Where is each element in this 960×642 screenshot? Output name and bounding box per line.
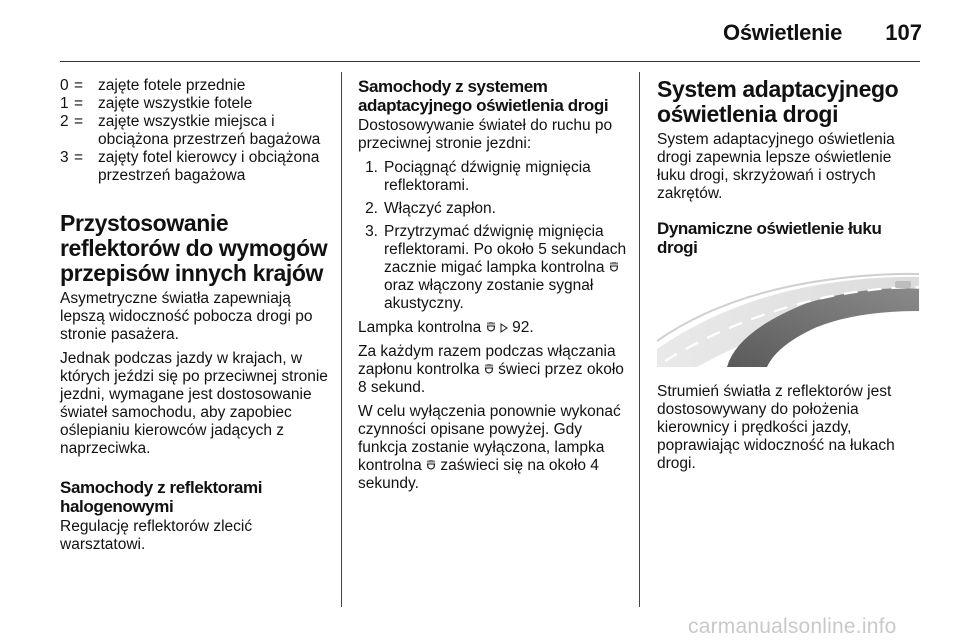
legend-text: zajęte wszystkie fotele — [98, 95, 253, 112]
paragraph: System adaptacyjnego oświetlenia drogi zapewnia lepsze oświetlenie łuku drogi, skrzyżowań i ostrych zakrętów. — [657, 131, 895, 202]
step-text: Włączyć zapłon. — [384, 200, 496, 217]
watermark: carmanualsonline.info — [688, 615, 897, 638]
ignition-text-b: świeci przez około 8 sekund. — [358, 361, 624, 396]
list-item — [358, 200, 628, 218]
page-number: 107 — [885, 20, 922, 45]
list-item — [358, 223, 628, 313]
legend-equals: = — [74, 149, 84, 166]
paragraph — [358, 319, 628, 337]
column-divider-1 — [341, 72, 342, 607]
afl-indicator-icon — [609, 261, 619, 273]
off-text-a: W celu wyłączenia ponownie wykonać czynności opisane powyżej. Gdy funkcja zostanie wyłączona, lampka kontrolna — [358, 403, 621, 474]
legend-text: zajęte fotele przednie — [98, 77, 246, 94]
step-number: 3. — [365, 223, 378, 240]
steps-list — [358, 159, 628, 313]
paragraph: Regulację reflektorów zlecić warsztatowi. — [60, 518, 253, 553]
column-middle — [358, 77, 628, 499]
section-heading-dynamic-bending: Dynamiczne oświetlenie łuku drogi — [657, 219, 882, 257]
step-text — [384, 223, 628, 313]
ignition-text-a: Za każdym razem podczas włączania zapłonu kontrolka — [358, 343, 616, 378]
section-heading-halogen: Samochody z reflektorami halogenowymi — [60, 478, 263, 516]
list-item — [358, 159, 628, 195]
step-text: Pociągnąć dźwignię mignięcia reflektorami. — [384, 159, 591, 194]
legend-number: 1 — [60, 95, 69, 112]
section-heading-adjustment: Przystosowanie reflektorów do wymogów przepisów innych krajów — [60, 210, 328, 286]
paragraph: Dostosowywanie świateł do ruchu po przeciwnej stronie jezdni: — [358, 117, 613, 152]
paragraph: Strumień światła z reflektorów jest dostosowywany do położenia kierownicy i prędkości jazdy, poprawiając widoczność na łukach drogi. — [657, 383, 895, 472]
legend-text: zajęty fotel kierowcy i obciążona przestrzeń bagażowa — [98, 149, 320, 184]
ref-page: 92. — [512, 319, 534, 336]
column-divider-2 — [639, 72, 640, 607]
page-header-title: Oświetlenie — [723, 20, 842, 45]
afl-indicator-icon — [426, 459, 436, 471]
column-left — [60, 77, 330, 560]
paragraph — [358, 343, 628, 397]
off-text-b: zaświeci się na około 4 sekundy. — [358, 457, 599, 492]
legend-row — [60, 113, 330, 149]
step-text-a: Przytrzymać dźwignię mignięcia reflektorami. Po około 5 sekundach zacznie migać lampka kontrolna — [384, 223, 627, 276]
section-heading-afl-cars: Samochody z systemem adaptacyjnego oświetlenia drogi — [358, 77, 609, 115]
afl-indicator-icon — [486, 321, 496, 333]
curve-light-illustration — [657, 271, 919, 367]
legend-row — [60, 95, 330, 113]
column-right — [657, 77, 921, 479]
legend-number: 3 — [60, 149, 69, 166]
paragraph: Asymetryczne światła zapewniają lepszą widoczność pobocza drogi po stronie pasażera. — [60, 290, 313, 343]
legend-row — [60, 77, 330, 95]
ref-prefix: Lampka kontrolna — [358, 319, 482, 336]
page-reference-arrow-icon — [500, 323, 508, 333]
paragraph — [358, 403, 628, 493]
paragraph: Jednak podczas jazdy w krajach, w których jeździ się po przeciwnej stronie jezdni, wymagane jest dostosowanie świateł samochodu, aby zapobiec oślepianiu kierowców jadących z naprzeciwka. — [60, 350, 328, 457]
step-number: 1. — [365, 159, 378, 176]
header-rule — [60, 61, 920, 62]
legend-equals: = — [74, 113, 84, 130]
legend-number: 0 — [60, 77, 69, 94]
afl-indicator-icon — [484, 363, 494, 375]
legend-number: 2 — [60, 113, 69, 130]
step-text-b: oraz włączony zostanie sygnał akustyczny. — [384, 277, 594, 312]
legend-row — [60, 149, 330, 185]
legend-equals: = — [74, 77, 84, 94]
section-heading-afl: System adaptacyjnego oświetlenia drogi — [657, 76, 899, 127]
legend-equals: = — [74, 95, 84, 112]
load-legend — [60, 77, 330, 185]
legend-text: zajęte wszystkie miejsca i obciążona przestrzeń bagażowa — [98, 113, 321, 148]
step-number: 2. — [365, 200, 378, 217]
